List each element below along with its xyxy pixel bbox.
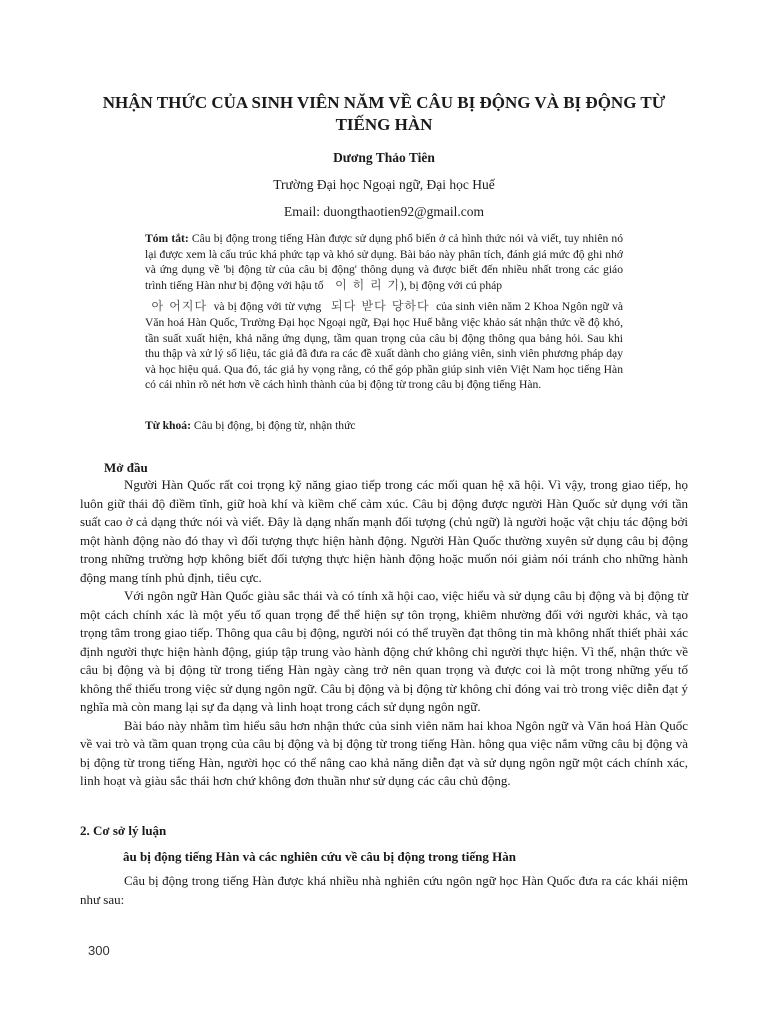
abstract-label: Tóm tắt: xyxy=(145,232,189,245)
page-number: 300 xyxy=(88,943,110,958)
abstract-text-part1: Câu bị động trong tiếng Hàn được sử dụng phổ biến ở cả hình thức nói và viết, tuy nhiên nó lại được xem là cấu trúc khá phức tạp và khó sử dụng. Bài báo này phân tích, đánh giá mức độ ghi nhớ và ứng dụng về 'bị động từ của câu bị động' thông dụng và được biết đến nhiều nhất trong các giáo trình tiếng Hàn như bị động với hậu tố xyxy=(145,232,624,292)
paragraph: Người Hàn Quốc rất coi trọng kỹ năng giao tiếp trong các mối quan hệ xã hội. Vì vậy, trong giao tiếp, họ luôn giữ thái độ điềm tĩnh, giữ hoà khí và kiềm chế cảm xúc. Câu bị động được người Hàn Quốc sử dụng với tần suất cao ở cả dạng thức nói và viết. Đây là dạng nhấn mạnh đối tượng (chủ ngữ) là người hoặc vật chịu tác động bởi một hành động nào đó thay vì đối tượng thực hiện hành động. Người Hàn Quốc thường xuyên sử dụng câu bị động trong những trường hợp không biết đối tượng thực hiện hành động hoặc muốn nói giảm nói tránh cho những hành động mang tính phủ định, tiêu cực. xyxy=(80,477,688,585)
paragraph: Bài báo này nhằm tìm hiểu sâu hơn nhận thức của sinh viên năm hai khoa Ngôn ngữ và Văn hoá Hàn Quốc về vai trò và tầm quan trọng của câu bị động và bị động từ trong tiếng Hàn. hông qua việc nắm vững câu bị động và bị động từ trong tiếng Hàn, người học có thể nâng cao khả năng diễn đạt và sử dụng ngôn ngữ một cách chính xác, linh hoạt và giàu sắc thái hơn chứ không đơn thuần như sử dụng các câu chủ động. xyxy=(80,717,688,788)
subsection-heading: âu bị động tiếng Hàn và các nghiên cứu về câu bị động trong tiếng Hàn xyxy=(123,849,516,864)
keywords-label: Từ khoá: xyxy=(145,419,191,432)
author-affiliation: Trường Đại học Ngoại ngữ, Đại học Huế xyxy=(273,177,495,192)
paragraph: Với ngôn ngữ Hàn Quốc giàu sắc thái và có tính xã hội cao, việc hiểu và sử dụng câu bị động và bị động từ một cách chính xác là một yếu tố quan trọng để thể hiện sự tôn trọng, khiêm nhường đối với người khác, và tạo trọng tâm trong giao tiếp. Thông qua câu bị động, người nói có thể truyền đạt thông tin mà không nhất thiết phải xác định người thực hiện hành động, giúp tập trung vào hành động chứ không chỉ người thực hiện. Vì thế, nhận thức về câu bị động và bị động từ trong tiếng Hàn ngày càng trở nên quan trọng và được coi là một trong những yếu tố không thể thiếu trong việc sử dụng ngôn ngữ. Câu bị động và bị động từ không chỉ đóng vai trò trong việc diễn đạt ý nghĩa mà còn mang lại sự đa dạng và linh hoạt trong cách sử dụng ngôn ngữ. xyxy=(80,588,688,714)
paragraph: Câu bị động trong tiếng Hàn được khá nhiều nhà nghiên cứu ngôn ngữ học Hàn Quốc đưa ra các khái niệm như sau: xyxy=(80,873,688,907)
keywords-text: Câu bị động, bị động từ, nhận thức xyxy=(193,419,356,432)
abstract-text-part4: của sinh viên năm 2 Khoa Ngôn ngữ và Văn hoá Hàn Quốc, Trường Đại học Ngoại ngữ, Đại học Huế bằng việc khảo sát nhận thức về độ khó, tần suất xuất hiện, khả năng ứng dụng, tầm quan trọng của câu bị động thông qua bảng hỏi. Sau khi thu thập và xử lý số liệu, tác giả đã đưa ra các đề xuất dành cho giảng viên, sinh viên phương pháp dạy và học hiệu quả. Qua đó, tác giả hy vọng rằng, có thể góp phần giúp sinh viên Việt Nam học tiếng Hàn có cái nhìn rõ nét hơn về cách hình thành của bị động từ trong câu bị động tiếng Hàn. xyxy=(145,300,624,392)
abstract-text-part2: ), bị động với cú pháp xyxy=(399,278,503,292)
theory-body xyxy=(80,872,688,909)
intro-body xyxy=(80,476,688,791)
section-heading-theory: 2. Cơ sở lý luận xyxy=(80,823,167,838)
author-email: Email: duongthaotien92@gmail.com xyxy=(284,204,484,219)
author-name: Dương Thảo Tiên xyxy=(333,150,435,165)
paper-title: NHẬN THỨC CỦA SINH VIÊN NĂM VỀ CÂU BỊ ĐỘNG VÀ BỊ ĐỘNG TỪ TIẾNG HÀN xyxy=(102,93,666,134)
abstract xyxy=(145,231,623,393)
keywords xyxy=(145,419,623,432)
korean-syntax-form: 아 어지다 xyxy=(151,299,208,314)
section-heading-intro: Mở đầu xyxy=(104,460,148,475)
abstract-text-part3: và bị động với từ vựng xyxy=(213,300,322,314)
abstract-korean-line xyxy=(145,293,623,393)
korean-lexical-forms: 되다 받다 당하다 xyxy=(331,299,430,314)
korean-suffix-list: 이 히 리 기 xyxy=(335,277,400,292)
